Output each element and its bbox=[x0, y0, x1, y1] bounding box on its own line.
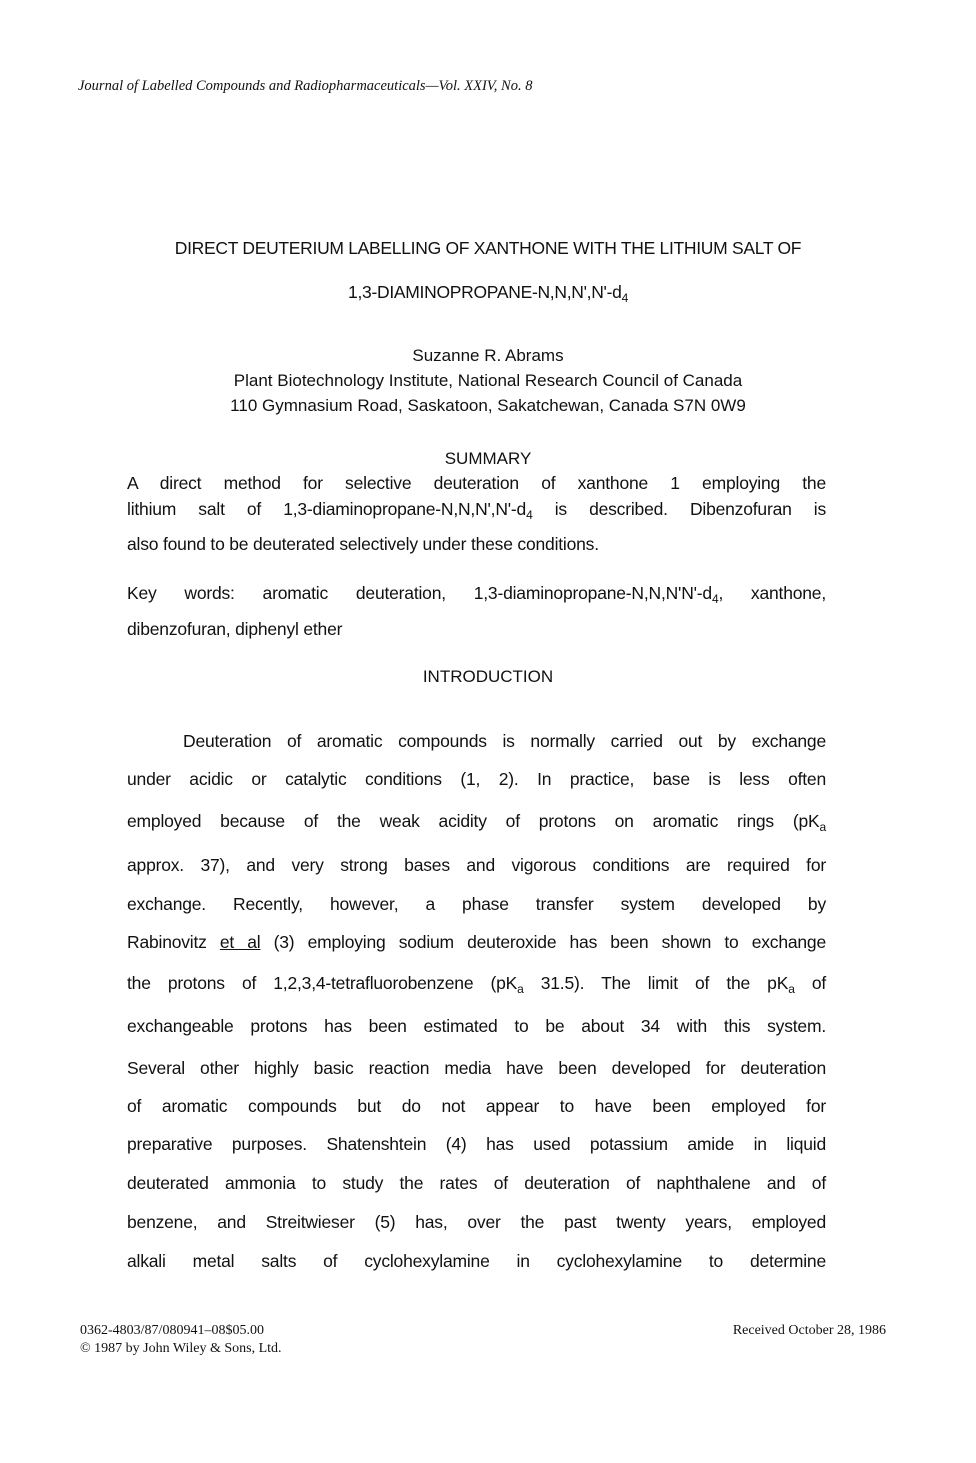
journal-header: Journal of Labelled Compounds and Radiopharmaceuticals—Vol. XXIV, No. 8 bbox=[78, 78, 533, 94]
introduction-line bbox=[127, 1058, 826, 1079]
text-run: exchangeable protons has been estimated to be about 34 with this system. bbox=[127, 1016, 826, 1036]
text-run: Deuteration of aromatic compounds is normally carried out by exchange bbox=[183, 731, 826, 751]
text-run: deuterated ammonia to study the rates of deuteration of naphthalene and of bbox=[127, 1173, 826, 1193]
text-run: employed because of the weak acidity of protons on aromatic rings (pK bbox=[127, 811, 820, 831]
text-run: Several other highly basic reaction media have been developed for deuteration bbox=[127, 1058, 826, 1078]
text-run: A direct method for selective deuteration of xanthone 1 employing the bbox=[127, 473, 826, 493]
introduction-line bbox=[127, 1173, 826, 1194]
text-run: is described. Dibenzofuran is bbox=[532, 499, 827, 519]
footer-code: 0362-4803/87/080941–08$05.00 bbox=[80, 1323, 264, 1338]
text-run: approx. 37), and very strong bases and vigorous conditions are required for bbox=[127, 855, 826, 875]
introduction-line bbox=[127, 1096, 826, 1117]
footer-copyright: © 1987 by John Wiley & Sons, Ltd. bbox=[80, 1341, 282, 1356]
subscript: a bbox=[788, 982, 795, 996]
summary-line bbox=[127, 473, 826, 494]
introduction-line bbox=[127, 1251, 826, 1272]
title-subscript: 4 bbox=[621, 291, 628, 305]
text-run: also found to be deuterated selectively under these conditions. bbox=[127, 534, 599, 554]
text-run: 31.5). The limit of the pK bbox=[523, 973, 789, 993]
author-affiliation: Plant Biotechnology Institute, National Research Council of Canada bbox=[233, 371, 743, 390]
title-line-2-main: 1,3-DIAMINOPROPANE-N,N,N',N'-d bbox=[348, 282, 622, 302]
text-run: preparative purposes. Shatenshtein (4) has used potassium amide in liquid bbox=[127, 1134, 826, 1154]
introduction-line bbox=[127, 894, 826, 915]
subscript: a bbox=[819, 820, 826, 834]
introduction-line bbox=[183, 731, 826, 752]
title-line-1: DIRECT DEUTERIUM LABELLING OF XANTHONE WITH THE LITHIUM SALT OF bbox=[174, 238, 802, 258]
text-run: alkali metal salts of cyclohexylamine in cyclohexylamine to determine bbox=[127, 1251, 826, 1271]
introduction-line bbox=[127, 855, 826, 876]
subscript: a bbox=[517, 982, 524, 996]
introduction-line bbox=[127, 1212, 826, 1233]
text-run: the protons of 1,2,3,4-tetrafluorobenzene (pK bbox=[127, 973, 518, 993]
title-line-2 bbox=[0, 282, 976, 303]
author-name: Suzanne R. Abrams bbox=[412, 346, 564, 365]
introduction-line bbox=[127, 1016, 826, 1037]
text-run: exchange. Recently, however, a phase transfer system developed by bbox=[127, 894, 826, 914]
underlined-text: et al bbox=[219, 932, 261, 952]
keywords-line bbox=[127, 619, 826, 640]
summary-line bbox=[127, 534, 826, 555]
text-run: under acidic or catalytic conditions (1, 2). In practice, base is less often bbox=[127, 769, 826, 789]
summary-heading: SUMMARY bbox=[444, 449, 532, 468]
text-run: benzene, and Streitwieser (5) has, over the past twenty years, employed bbox=[127, 1212, 826, 1232]
introduction-heading: INTRODUCTION bbox=[422, 667, 554, 686]
text-run: lithium salt of 1,3-diaminopropane-N,N,N',N'-d bbox=[127, 499, 527, 519]
introduction-line bbox=[127, 973, 826, 994]
keywords-line bbox=[127, 583, 826, 604]
subscript: 4 bbox=[526, 508, 533, 522]
summary-line bbox=[127, 499, 826, 520]
text-run: of bbox=[794, 973, 827, 993]
text-run: of aromatic compounds but do not appear to have been employed for bbox=[127, 1096, 826, 1116]
introduction-line bbox=[127, 811, 826, 832]
footer-received: Received October 28, 1986 bbox=[732, 1323, 886, 1338]
text-run: Key words: aromatic deuteration, 1,3-diaminopropane-N,N,N'N'-d bbox=[127, 583, 712, 603]
author-address: 110 Gymnasium Road, Saskatoon, Sakatchewan, Canada S7N 0W9 bbox=[230, 396, 746, 415]
text-run: Rabinovitz bbox=[127, 932, 220, 952]
introduction-line bbox=[127, 1134, 826, 1155]
text-run: , xanthone, bbox=[718, 583, 826, 603]
introduction-line bbox=[127, 932, 826, 953]
text-run: (3) employing sodium deuteroxide has been shown to exchange bbox=[260, 932, 827, 952]
text-run: dibenzofuran, diphenyl ether bbox=[127, 619, 343, 639]
subscript: 4 bbox=[711, 592, 719, 606]
introduction-line bbox=[127, 769, 826, 790]
